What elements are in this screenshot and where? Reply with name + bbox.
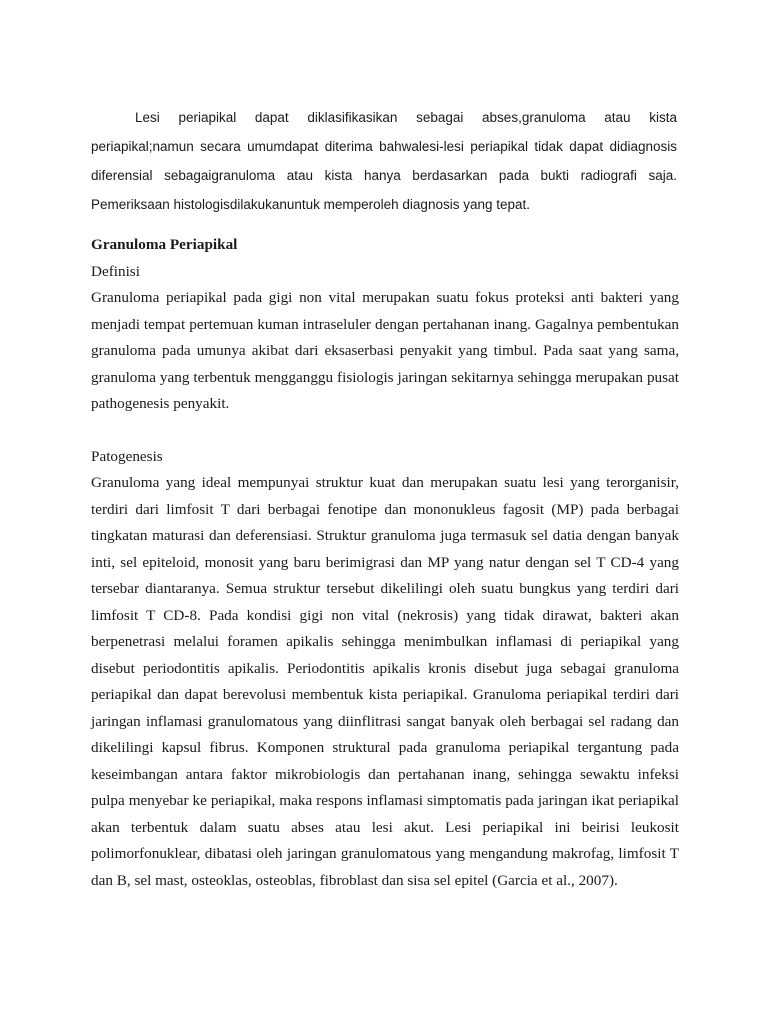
paragraph-spacer	[91, 418, 679, 444]
patogenesis-label: Patogenesis	[91, 447, 163, 465]
section-heading: Granuloma Periapikal	[91, 236, 238, 253]
section-granuloma-periapikal	[91, 232, 679, 894]
intro-text: Lesi periapikal dapat diklasifikasikan sebagai abses,granuloma atau kista periapikal;namun secara umumdapat diterima bahwalesi-lesi periapikal tidak dapat didiagnosis diferensial sebagaigranuloma atau kista hanya berdasarkan pada bukti radiografi saja. Pemeriksaan histologisdilakukanuntuk memperoleh diagnosis yang tepat.	[91, 109, 677, 212]
definisi-paragraph: Granuloma periapikal pada gigi non vital merupakan suatu fokus proteksi anti bakteri yang menjadi tempat pertemuan kuman intraseluler dengan pertahanan inang. Gagalnya pembentukan granuloma pada umunya akibat dari eksaserbasi penyakit yang timbul. Pada saat yang sama, granuloma yang terbentuk mengganggu fisiologis jaringan sekitarnya sehingga merupakan pusat pathogenesis penyakit.	[91, 289, 679, 412]
patogenesis-paragraph: Granuloma yang ideal mempunyai struktur kuat dan merupakan suatu lesi yang terorganisir, terdiri dari limfosit T dari berbagai fenotipe dan mononukleus fagosit (MP) pada berbagai tingkatan maturasi dan deferensiasi. Struktur granuloma juga termasuk sel datia dengan banyak inti, sel epiteloid, monosit yang baru berimigrasi dan MP yang natur dengan sel T CD-4 yang tersebar diantaranya. Semua struktur tersebut dikelilingi oleh suatu bungkus yang terdiri dari limfosit T CD-8. Pada kondisi gigi non vital (nekrosis) yang tidak dirawat, bakteri akan berpenetrasi melalui foramen apikalis sehingga menimbulkan inflamasi di periapikal yang disebut periodontitis apikalis. Periodontitis apikalis kronis disebut juga sebagai granuloma periapikal dan dapat berevolusi membentuk kista periapikal. Granuloma periapikal terdiri dari jaringan inflamasi granulomatous yang diinflitrasi sangat banyak oleh berbagai sel radang dan dikelilingi kapsul fibrus. Komponen struktural pada granuloma periapikal tergantung pada keseimbangan antara faktor mikrobiologis dan pertahanan inang, sehingga sewaktu infeksi pulpa menyebar ke periapikal, maka respons inflamasi simptomatis pada jaringan ikat periapikal akan terbentuk dalam suatu abses atau lesi akut. Lesi periapikal ini beirisi leukosit polimorfonuklear, dibatasi oleh jaringan granulomatous yang mengandung makrofag, limfosit T dan B, sel mast, osteoklas, osteoblas, fibroblast dan sisa sel epitel (Garcia et al., 2007).	[91, 474, 679, 889]
definisi-label: Definisi	[91, 262, 140, 280]
intro-paragraph	[91, 103, 677, 219]
